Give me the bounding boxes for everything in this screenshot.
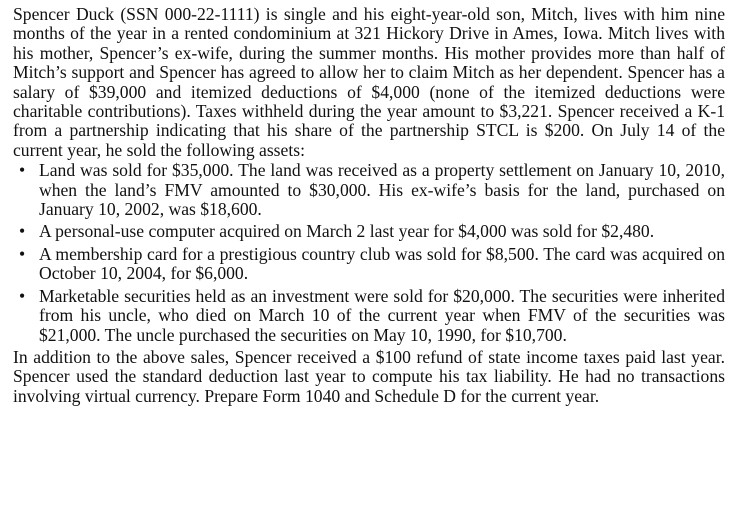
bullet-icon: • (19, 160, 26, 181)
list-item (13, 287, 725, 345)
asset-computer: A personal-use computer acquired on March 2 last year for $4,000 was sold for $2,480. (39, 221, 655, 242)
asset-securities: Marketable securities held as an investment were sold for $20,000. The securities were inherited from his uncle, who died on March 10 of the current year when FMV of the securities was $21,000. The uncle purchased the securities on May 10, 1990, for $10,700. (39, 285, 725, 345)
asset-membership-card: A membership card for a prestigious country club was sold for $8,500. The card was acquired on October 10, 2004, for $6,000. (39, 243, 725, 284)
list-item (13, 161, 725, 219)
bullet-icon: • (19, 285, 26, 306)
list-item (13, 245, 725, 284)
list-item (13, 222, 725, 241)
asset-land: Land was sold for $35,000. The land was received as a property settlement on January 10, 2010, when the land’s FMV amounted to $30,000. His ex-wife’s basis for the land, purchased on January 10, 2002, was $18,600. (39, 160, 725, 220)
bullet-icon: • (19, 221, 26, 242)
closing-paragraph: In addition to the above sales, Spencer received a $100 refund of state income taxes paid last year. Spencer used the standard deduction last year to compute his tax liability. He had no transactions involving virtual currency. Prepare Form 1040 and Schedule D for the current year. (13, 346, 725, 406)
bullet-icon: • (19, 243, 26, 264)
intro-paragraph: Spencer Duck (SSN 000-22-1111) is single and his eight-year-old son, Mitch, lives with him nine months of the year in a rented condominium at 321 Hickory Drive in Ames, Iowa. Mitch lives with his mother, Spencer’s ex-wife, during the summer months. His mother provides more than half of Mitch’s support and Spencer has agreed to allow her to claim Mitch as her dependent. Spencer has a salary of $39,000 and itemized deductions of $4,000 (none of the itemized deductions were charitable contributions). Taxes withheld during the year amount to $3,221. Spencer received a K-1 from a partnership indicating that his share of the partnership STCL is $200. On July 14 of the current year, he sold the following assets: (13, 4, 725, 160)
asset-list (13, 161, 725, 345)
